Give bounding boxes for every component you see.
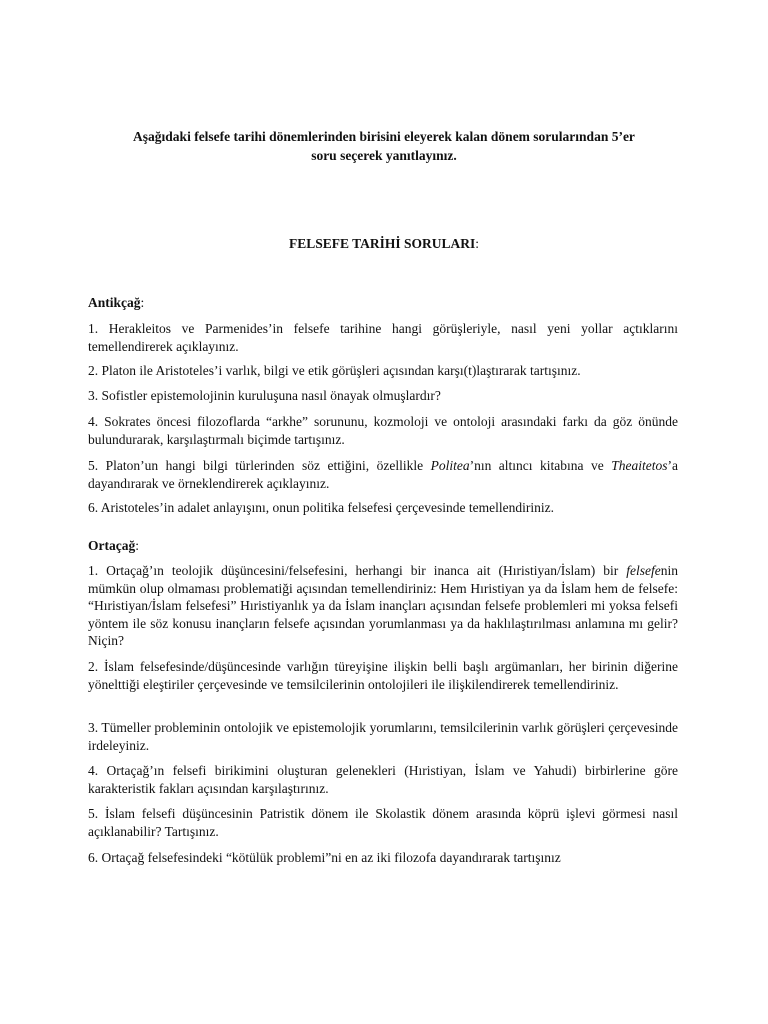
question-antik-1: 1. Herakleitos ve Parmenides’in felsefe tarihine hangi görüşleriyle, nasıl yeni yollar açtıklarını temellendirerek açıklayınız. (88, 321, 678, 354)
question-antik-3: 3. Sofistler epistemolojinin kuruluşuna nasıl önayak olmuşlardır? (88, 388, 441, 403)
book-title-politea: Politea (430, 458, 470, 473)
question-orta-1-part-b: nin mümkün olup olmaması problematiği açısından temellendiriniz: Hem Hıristiyan ya da İslam hem de felsefe: “Hıristiyan/İslam felsefesi” Hıristiyanlık ya da İslam inançları açısından felsefe problemleri mi yoksa felsefi yöntem ile söz konusu inançların felsefe açısından yorumlanması ya da haklılaştırılması anlamına mı gelir? Niçin? (88, 563, 678, 648)
question-antik-2: 2. Platon ile Aristoteles’i varlık, bilgi ve etik görüşleri açısından karşı(t)laştırarak tartışınız. (88, 363, 581, 378)
question-antik-6: 6. Aristoteles’in adalet anlayışını, onun politika felsefesi çerçevesinde temellendiriniz. (88, 500, 554, 515)
question-antik-5-part-c: ’a dayandırarak ve örneklendirerek açıklayınız. (88, 458, 678, 491)
question-antik-5-part-a: 5. Platon’un hangi bilgi türlerinden söz ettiğini, özellikle (88, 458, 431, 473)
term-felsefe: felsefe (626, 563, 661, 578)
question-orta-4: 4. Ortaçağ’ın felsefi birikimini oluşturan gelenekleri (Hıristiyan, İslam ve Yahudi) birbirlerine göre karakteristik fakları açısından karşılaştırınız. (88, 763, 678, 796)
question-orta-3: 3. Tümeller probleminin ontolojik ve epistemolojik yorumlarını, temsilcilerinin varlık görüşleri çerçevesinde irdeleyiniz. (88, 720, 678, 753)
question-orta-6: 6. Ortaçağ felsefesindeki “kötülük problemi”ni en az iki filozofa dayandırarak tartışınız (88, 850, 561, 865)
page-title (80, 234, 688, 253)
question-orta-1-part-a: 1. Ortaçağ’ın teolojik düşüncesini/felsefesini, herhangi bir inanca ait (Hıristiyan/İslam) bir (88, 563, 627, 578)
question-antik-5-part-b: ’nın altıncı kitabına ve (469, 458, 612, 473)
book-title-theaitetos: Theaitetos (611, 458, 668, 473)
section-heading-text: Ortaçağ (88, 538, 136, 553)
section-heading-ortacag (88, 536, 139, 555)
section-heading-colon: : (140, 295, 145, 310)
question-orta-2: 2. İslam felsefesinde/düşüncesinde varlığın türeyişine ilişkin belli başlı argümanları, her birinin diğerine yönelttiği eleştiriler çerçevesinde ve temsilcilerinin ontolojileri ile ilişkilendirerek temellendiriniz. (88, 659, 678, 692)
instructions (80, 127, 688, 165)
section-heading-colon: : (135, 538, 139, 553)
page-title-colon: : (475, 236, 480, 251)
section-heading-antikcag (88, 293, 144, 312)
question-antik-4: 4. Sokrates öncesi filozoflarda “arkhe” sorununu, kozmoloji ve ontoloji arasındaki farkı da göz önünde bulundurarak, karşılaştırmalı biçimde tartışınız. (88, 414, 678, 447)
section-heading-text: Antikçağ (88, 295, 141, 310)
question-orta-5: 5. İslam felsefi düşüncesinin Patristik dönem ile Skolastik dönem arasında köprü işlevi görmesi nasıl açıklanabilir? Tartışınız. (88, 806, 678, 839)
question-orta-1 (88, 562, 678, 650)
instructions-line-2: soru seçerek yanıtlayınız. (311, 148, 457, 163)
question-antik-5 (88, 457, 678, 492)
page-title-text: FELSEFE TARİHİ SORULARI (288, 236, 476, 251)
instructions-line-1: Aşağıdaki felsefe tarihi dönemlerinden birisini eleyerek kalan dönem sorularından 5’er (133, 129, 635, 144)
